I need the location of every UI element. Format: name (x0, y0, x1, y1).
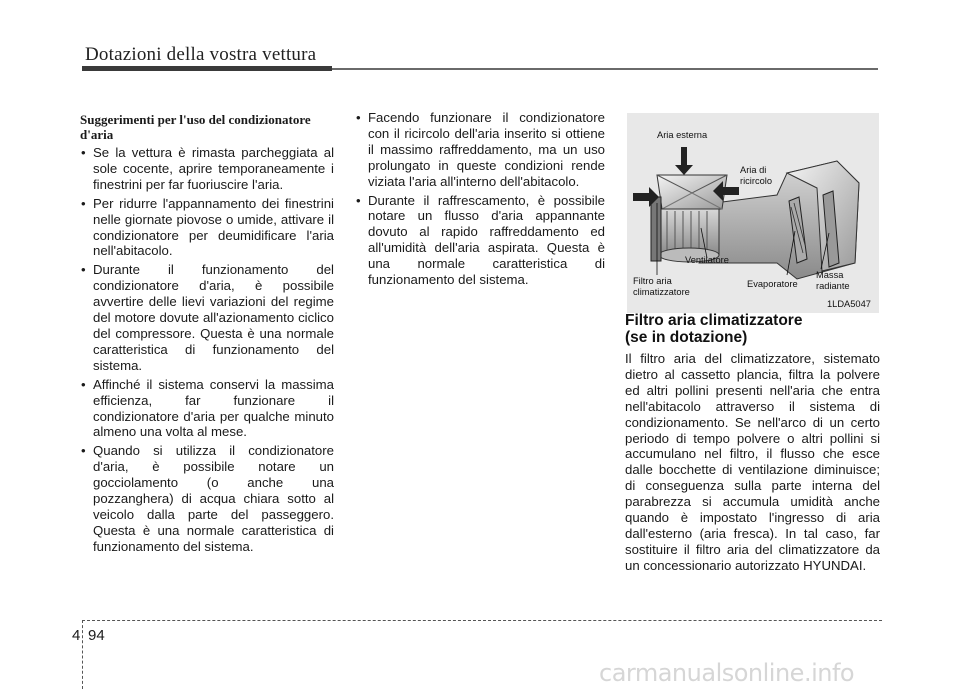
figure-code: 1LDA5047 (827, 299, 871, 309)
list-item: • Quando si utilizza il condizionatore d'aria, è possibile notare un gocciolamento (o anche una pozzanghera) di acqua chiara sotto al veicolo dalla parte del passeggero. Questa è una normale caratteristica di funzionamento del sistema. (80, 443, 334, 554)
tips-list (80, 145, 334, 555)
chapter-number: 4 (72, 627, 81, 644)
middle-column (355, 110, 605, 291)
tips-list-continued (355, 110, 605, 288)
label-heater-core: Massa radiante (816, 270, 850, 291)
list-item: • Facendo funzionare il condizionatore con il ricircolo dell'aria inserito si ottiene il massimo raffreddamento, ma un uso prolungato in queste condizioni rende viziata l'aria all'interno dell'abitacolo. (355, 110, 605, 190)
section-title-line1: Filtro aria climatizzatore (625, 312, 803, 329)
footer-rule (82, 620, 882, 621)
left-column (80, 112, 334, 558)
label-filter: Filtro aria climatizzatore (633, 276, 690, 297)
section-title (625, 312, 880, 346)
page-number: 94 (88, 627, 105, 644)
list-item: • Affinché il sistema conservi la massima efficienza, far funzionare il condizionatore d'aria per qualche minuto almeno una volta al mese. (80, 377, 334, 441)
list-item: • Durante il funzionamento del condizionatore d'aria, è possibile avvertire delle lievi variazioni del regime del motore dovute all'azionamento ciclico del compressore. Questa è una normale caratteristica di funzionamento del sistema. (80, 262, 334, 373)
header-rule-dark (82, 66, 332, 71)
label-evaporator: Evaporatore (747, 279, 798, 289)
section-title-line2: (se in dotazione) (625, 329, 748, 346)
list-item: • Per ridurre l'appannamento dei finestrini nelle giornate piovose o umide, attivare il condizionatore per deumidificare l'aria nell'abitacolo. (80, 196, 334, 260)
label-blower: Ventilatore (685, 255, 729, 265)
list-item: • Se la vettura è rimasta parcheggiata al sole cocente, aprire temporaneamente i finestrini per far fuoriuscire l'aria. (80, 145, 334, 193)
hvac-illustration (627, 113, 879, 313)
page-header-title: Dotazioni della vostra vettura (85, 44, 317, 65)
label-outside-air: Aria esterna (657, 130, 708, 140)
tips-heading: Suggerimenti per l'uso del condizionatore d'aria (80, 112, 311, 142)
list-item: • Durante il raffrescamento, è possibile notare un flusso d'aria appannante dovuto al rapido raffreddamento ed all'umidità dell'aria aspirata. Questa è una normale caratteristica di funzionamento del sistema. (355, 193, 605, 288)
header-rule-light (332, 68, 878, 70)
watermark: carmanualsonline.info (599, 659, 855, 687)
filter-section (625, 312, 880, 574)
section-body: Il filtro aria del climatizzatore, sistemato dietro al cassetto plancia, filtra la polvere ed altri pollini presenti nell'aria che entra nell'abitacolo attraverso il sistema di condizionamento. Se nell'arco di un certo periodo di tempo polvere o altri pollini si accumulano nel filtro, il flusso che esce dalle bocchette di ventilazione diminuisce; di conseguenza sulla parte interna del parabrezza si accumula umidità anche quando è impostato l'ingresso di aria dall'esterno (aria fresca). In tal caso, far sostituire il filtro aria del climatizzatore da un concessionario autorizzato HYUNDAI. (625, 351, 880, 573)
footer-divider (82, 620, 83, 689)
label-recirculated-air: Aria di ricircolo (740, 165, 773, 186)
